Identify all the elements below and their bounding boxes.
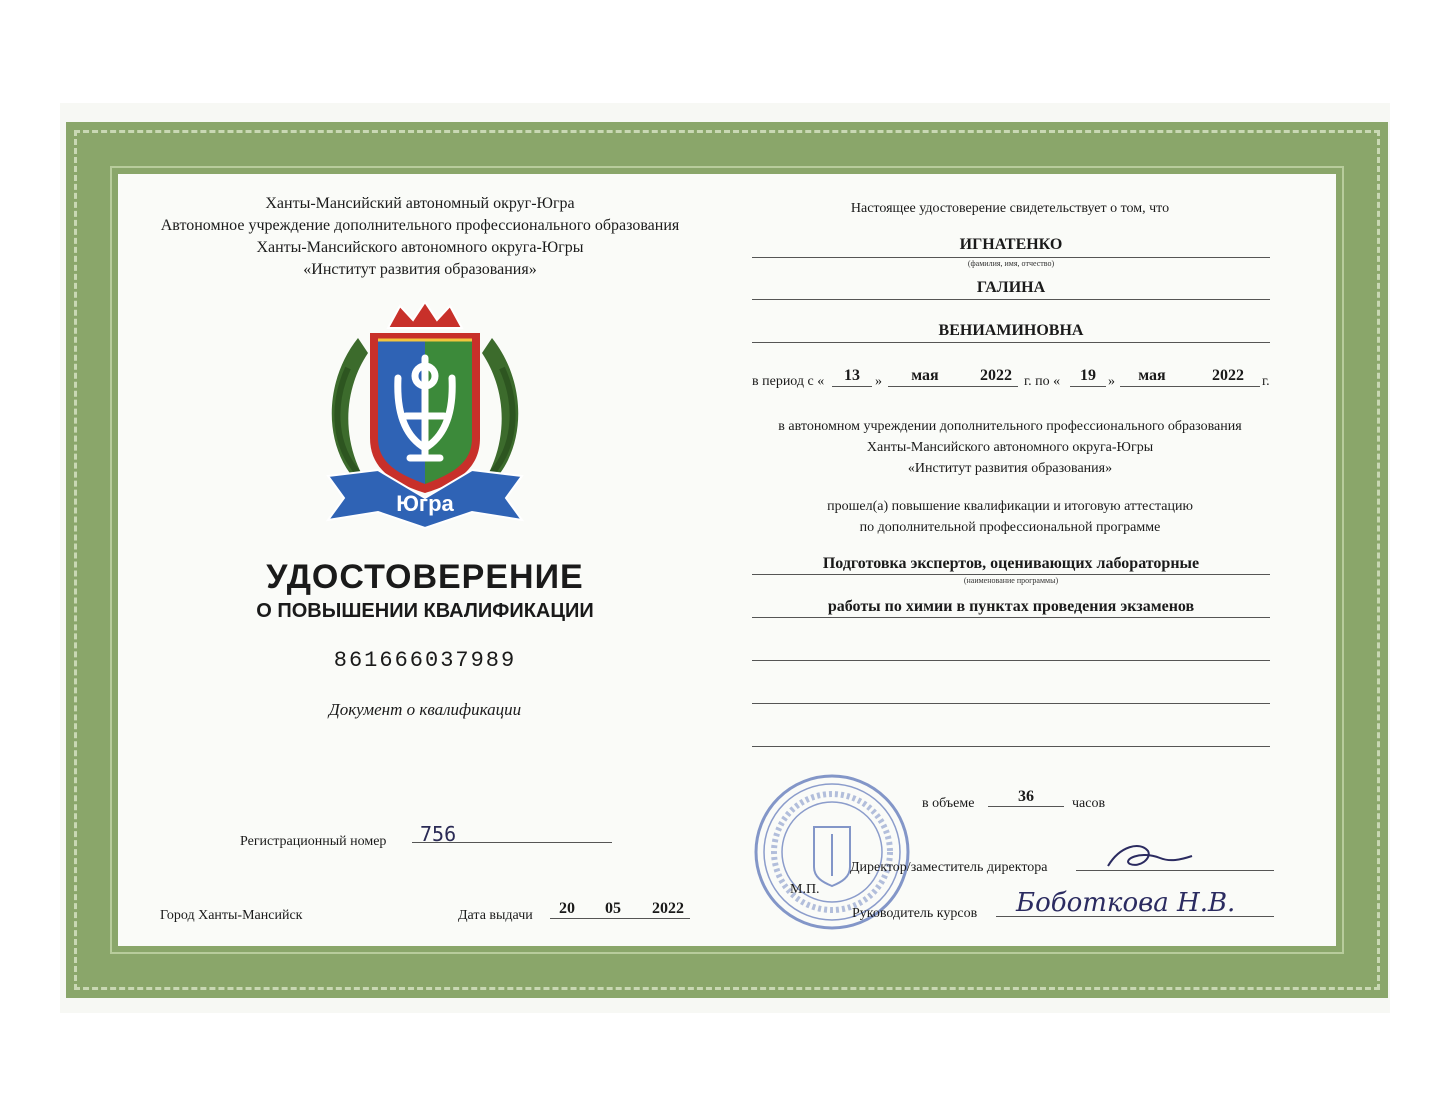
emblem-ribbon-text: Югра [396, 491, 454, 516]
program-title-1: Подготовка экспертов, оценивающих лабораторные [822, 555, 1200, 572]
issue-date-label: Дата выдачи [458, 908, 533, 923]
issue-date-line [550, 918, 690, 919]
document-type: Документ о квалификации [328, 700, 522, 719]
issue-date-day: 20 [559, 900, 575, 917]
surname: ИГНАТЕНКО [959, 236, 1063, 253]
passed-line-2: по дополнительной профессиональной программе [859, 520, 1161, 535]
from-month-line [888, 386, 1018, 387]
period-from-year: 2022 [980, 367, 1012, 384]
issuer-line-3: Ханты-Мансийского автономного округа-Югры [256, 239, 584, 256]
issuer-line-2: Автономное учреждение дополнительного профессионального образования [160, 217, 680, 234]
issue-date-month: 05 [605, 900, 621, 917]
volume-line [988, 806, 1064, 807]
institution-line-1: в автономном учреждении дополнительного профессионального образования [778, 419, 1242, 434]
institution-line-3: «Институт развития образования» [907, 461, 1113, 476]
to-month-line [1120, 386, 1260, 387]
director-label: Директор/заместитель директора [850, 860, 1048, 875]
volume-unit: часов [1072, 796, 1106, 811]
director-signature-icon [1100, 836, 1200, 876]
document-title: УДОСТОВЕРЕНИЕ [266, 558, 584, 596]
period-from-month: мая [911, 367, 939, 384]
serial-number: 861666037989 [333, 648, 517, 673]
volume-label: в объеме [922, 796, 975, 811]
surname-line [752, 257, 1270, 258]
program-line-5 [752, 746, 1270, 747]
intro-text: Настоящее удостоверение свидетельствует о том, что [850, 201, 1170, 216]
patronymic: ВЕНИАМИНОВНА [938, 322, 1084, 339]
course-head-label: Руководитель курсов [852, 906, 978, 921]
issue-date-year: 2022 [652, 900, 684, 917]
registration-label: Регистрационный номер [240, 834, 387, 849]
period-mid: г. по « [1024, 374, 1061, 389]
volume-hours: 36 [1018, 788, 1034, 805]
city: Город Ханты-Мансийск [160, 908, 303, 923]
program-line-3 [752, 660, 1270, 661]
from-day-line [832, 386, 872, 387]
period-suffix: г. [1262, 374, 1270, 389]
program-caption: (наименование программы) [963, 576, 1059, 585]
period-to-day: 19 [1080, 367, 1096, 384]
period-from-day: 13 [844, 367, 860, 384]
registration-number: 756 [420, 822, 457, 846]
passed-line-1: прошел(а) повышение квалификации и итоговую аттестацию [827, 499, 1193, 514]
program-title-2: работы по химии в пунктах проведения экзаменов [827, 598, 1195, 615]
seal-place-mark: М.П. [790, 882, 820, 897]
program-line-4 [752, 703, 1270, 704]
program-line-1 [752, 574, 1270, 575]
name-caption: (фамилия, имя, отчество) [967, 259, 1055, 268]
issuer-block [120, 193, 720, 281]
period-sep-1: » [875, 374, 882, 389]
passed-block [740, 496, 1280, 538]
coat-of-arms-icon [318, 298, 532, 532]
institution-line-2: Ханты-Мансийского автономного округа-Югры [866, 440, 1154, 455]
first-name: ГАЛИНА [976, 279, 1046, 296]
institution-block [740, 416, 1280, 479]
period-prefix: в период с « [752, 374, 825, 389]
document-subtitle: О ПОВЫШЕНИИ КВАЛИФИКАЦИИ [256, 600, 594, 622]
patronymic-line [752, 342, 1270, 343]
name-line [752, 299, 1270, 300]
issuer-line-1: Ханты-Мансийский автономный округ-Югра [265, 195, 575, 212]
issuer-line-4: «Институт развития образования» [303, 261, 537, 278]
to-day-line [1070, 386, 1106, 387]
period-to-month: мая [1138, 367, 1166, 384]
period-to-year: 2022 [1212, 367, 1244, 384]
period-sep-2: » [1108, 374, 1115, 389]
program-line-2 [752, 617, 1270, 618]
course-head-signature: Боботкова Н.В. [1016, 888, 1236, 918]
